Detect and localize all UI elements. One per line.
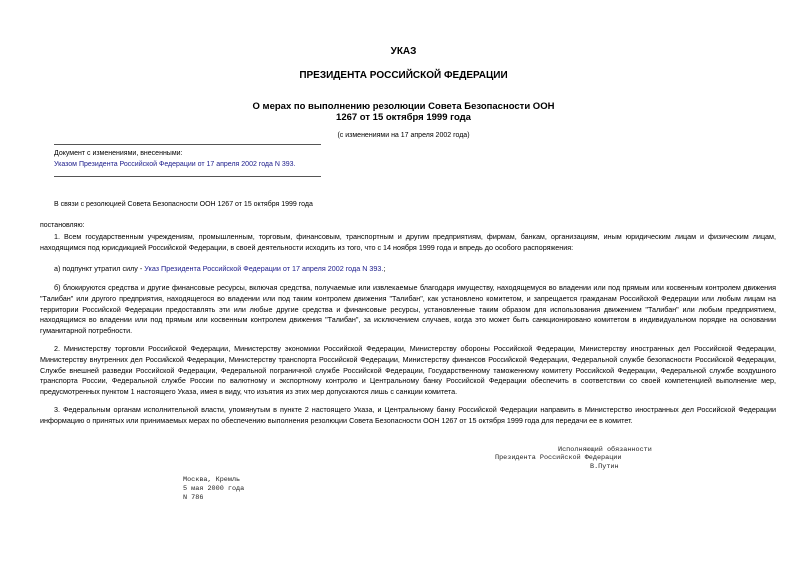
decree-subject-line2: 1267 от 15 октября 1999 года: [336, 112, 471, 123]
paragraph-1a-suffix: ;: [383, 264, 386, 273]
amendments-bottom-rule: [54, 176, 321, 177]
signature-line1: Исполняющий обязанности: [558, 446, 652, 454]
paragraph-1a-prefix: а) подпункт утратил силу -: [54, 264, 145, 273]
decree-word: постановляю:: [40, 222, 85, 229]
footer-place: Москва, Кремль: [183, 476, 241, 484]
paragraph-3: 3. Федеральным органам исполнительной власти, упомянутым в пункте 2 настоящего Указа, и Центральному банку Российской Федерации направить в Министерство иностранных дел Российской Федерации информацию о принятых или принимаемых мерах по обеспечению выполнения резолюции Совета Безопасности ООН 1267 от 15 октября 1999 года для передачи ее в комитет.: [40, 405, 776, 425]
decree-issuer: ПРЕЗИДЕНТА РОССИЙСКОЙ ФЕДЕРАЦИИ: [299, 70, 508, 81]
preamble: В связи с резолюцией Совета Безопасности ООН 1267 от 15 октября 1999 года: [54, 201, 313, 208]
footer-number: N 786: [183, 494, 204, 502]
decree-title: УКАЗ: [390, 46, 417, 57]
signature-line3: В.Путин: [590, 463, 619, 471]
signature-line2: Президента Российской Федерации: [495, 454, 622, 462]
amendments-label: Документ с изменениями, внесенными:: [54, 150, 183, 157]
paragraph-1: 1. Всем государственным учреждениям, промышленным, торговым, финансовым, транспортным и другим предприятиям, фирмам, банкам, организациям, иным юридическим лицам и физическим лицам, находящимся под юрисдикцией Российской Федерации, в своей деятельности исходить из того, что с 14 ноября 1999 года и впредь до особого распоряжения:: [40, 232, 776, 252]
paragraph-1a: [40, 264, 776, 275]
paragraph-2: 2. Министерству торговли Российской Федерации, Министерству экономики Российской Федерации, Министерству обороны Российской Федерации, Министерству иностранных дел Российской Федерации, Министерству внутренних дел Российской Федерации, Министерству транспорта Российской Федерации, Министерству финансов Российской Федерации, Федеральной службе безопасности Российской Федерации, Службе внешней разведки Российской Федерации, Федеральной пограничной службе Российской Федерации, Государственному таможенному комитету Российской Федерации, Федеральной службе воздушного транспорта России, Федеральной службе России по валютному и экспортному контролю и Центральному банку Российской Федерации обеспечить в соответствии со своей компетенцией выполнение мер, предусмотренных пунктом 1 настоящего Указа, имея в виду, что изъятия из этих мер допускаются лишь с санкции комитета.: [40, 344, 776, 397]
amendments-link[interactable]: Указом Президента Российской Федерации от 17 апреля 2002 года N 393.: [54, 161, 296, 168]
paragraph-1a-link[interactable]: Указ Президента Российской Федерации от 17 апреля 2002 года N 393.: [144, 264, 384, 273]
footer-date: 5 мая 2000 года: [183, 485, 245, 493]
changes-note: (с изменениями на 17 апреля 2002 года): [337, 132, 470, 139]
amendments-top-rule: [54, 144, 321, 145]
decree-subject-line1: О мерах по выполнению резолюции Совета Безопасности ООН: [252, 101, 555, 112]
paragraph-1b: б) блокируются средства и другие финансовые ресурсы, включая средства, получаемые или извлекаемые благодаря имуществу, находящемуся во владении или под прямым или косвенным контролем движения "Талибан" или другого предприятия, находящегося во владении или под таким контролем движения "Талибан", как установлено комитетом, и запрещается гражданам Российской Федерации или любым лицам на территории Российской Федерации предоставлять эти или любые другие средства и финансовые ресурсы, установленные таким образом для использования движением "Талибан" или любым предприятием, находящимся во владении или под прямым или косвенным контролем движения "Талибан", за исключением случаев, когда это может быть санкционировано комитетом в индивидуальном порядке на основании гуманитарной потребности.: [40, 283, 776, 336]
